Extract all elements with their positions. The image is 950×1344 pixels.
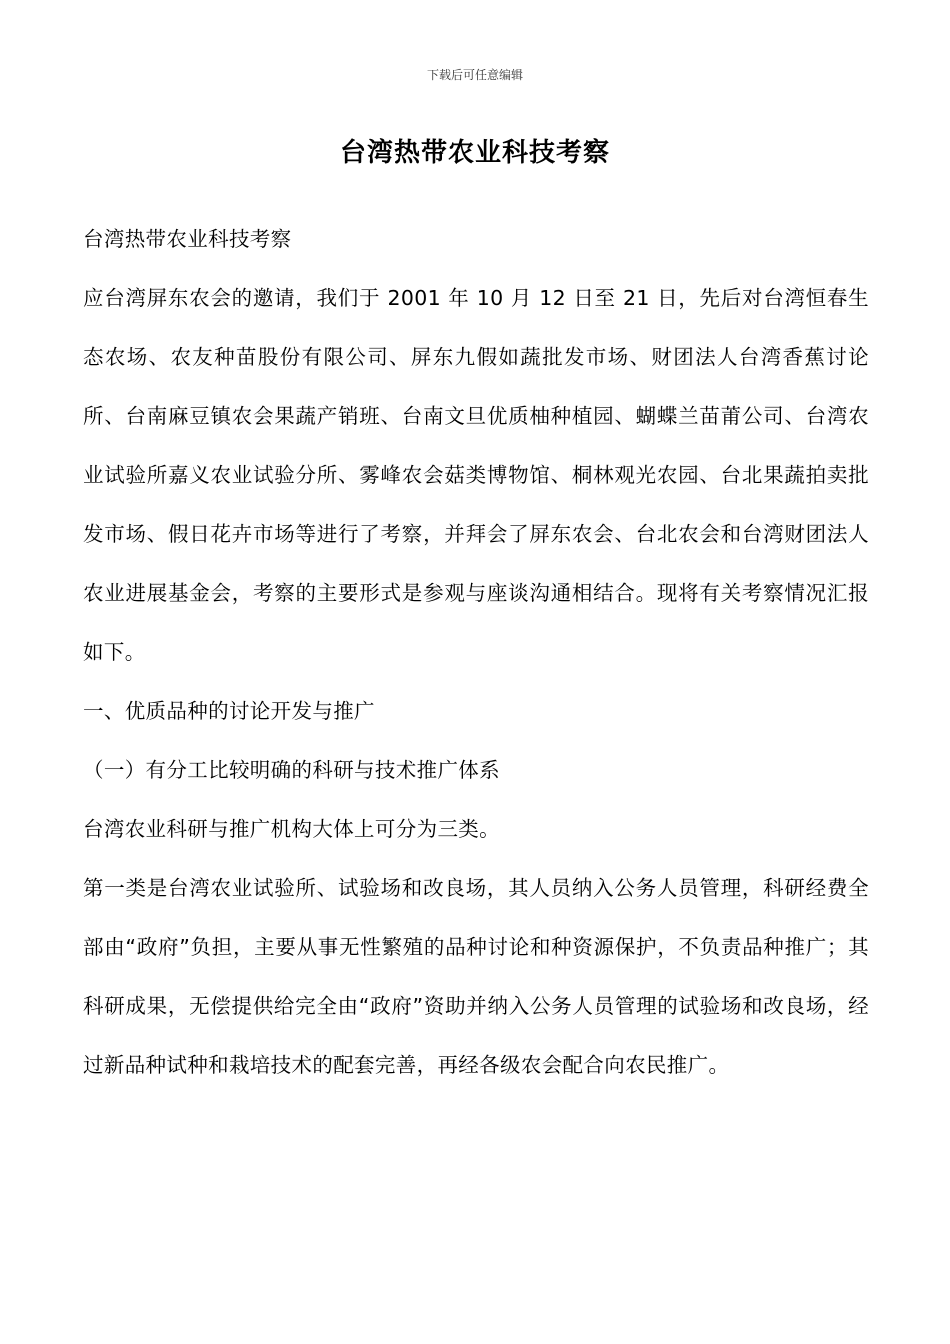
- paragraph-first-category: 第一类是台湾农业试验所、试验场和改良场，其人员纳入公务人员管理，科研经费全部由“政府”负担，主要从事无性繁殖的品种讨论和种资源保护，不负责品种推广；其科研成果，无偿提供给完全由“政府”资助并纳入公务人员管理的试验场和改良场，经过新品种试种和栽培技术的配套完善，再经各级农会配合向农民推广。: [83, 876, 869, 1077]
- paragraph-intro: 应台湾屏东农会的邀请，我们于 2001 年 10 月 12 日至 21 日，先后对台湾恒春生态农场、农友种苗股份有限公司、屏东九假如蔬批发市场、财团法人台湾香蕉讨论所、台南麻豆镇农会果蔬产销班、台南文旦优质柚种植园、蝴蝶兰苗莆公司、台湾农业试验所嘉义农业试验分所、雾峰农会菇类博物馆、桐林观光农园、台北果蔬拍卖批发市场、假日花卉市场等进行了考察，并拜会了屏东农会、台北农会和台湾财团法人农业进展基金会，考察的主要形式是参观与座谈沟通相结合。现将有关考察情况汇报如下。: [83, 286, 869, 664]
- subsection-heading-1: （一）有分工比较明确的科研与技术推广体系: [83, 758, 500, 782]
- document-body: [83, 210, 869, 1095]
- section-heading-1: 一、优质品种的讨论开发与推广: [83, 699, 375, 723]
- header-note: 下载后可任意编辑: [426, 68, 523, 82]
- paragraph-subtitle: 台湾热带农业科技考察: [83, 227, 292, 251]
- paragraph-classification: 台湾农业科研与推广机构大体上可分为三类。: [83, 817, 500, 841]
- document-title: 台湾热带农业科技考察: [339, 138, 610, 168]
